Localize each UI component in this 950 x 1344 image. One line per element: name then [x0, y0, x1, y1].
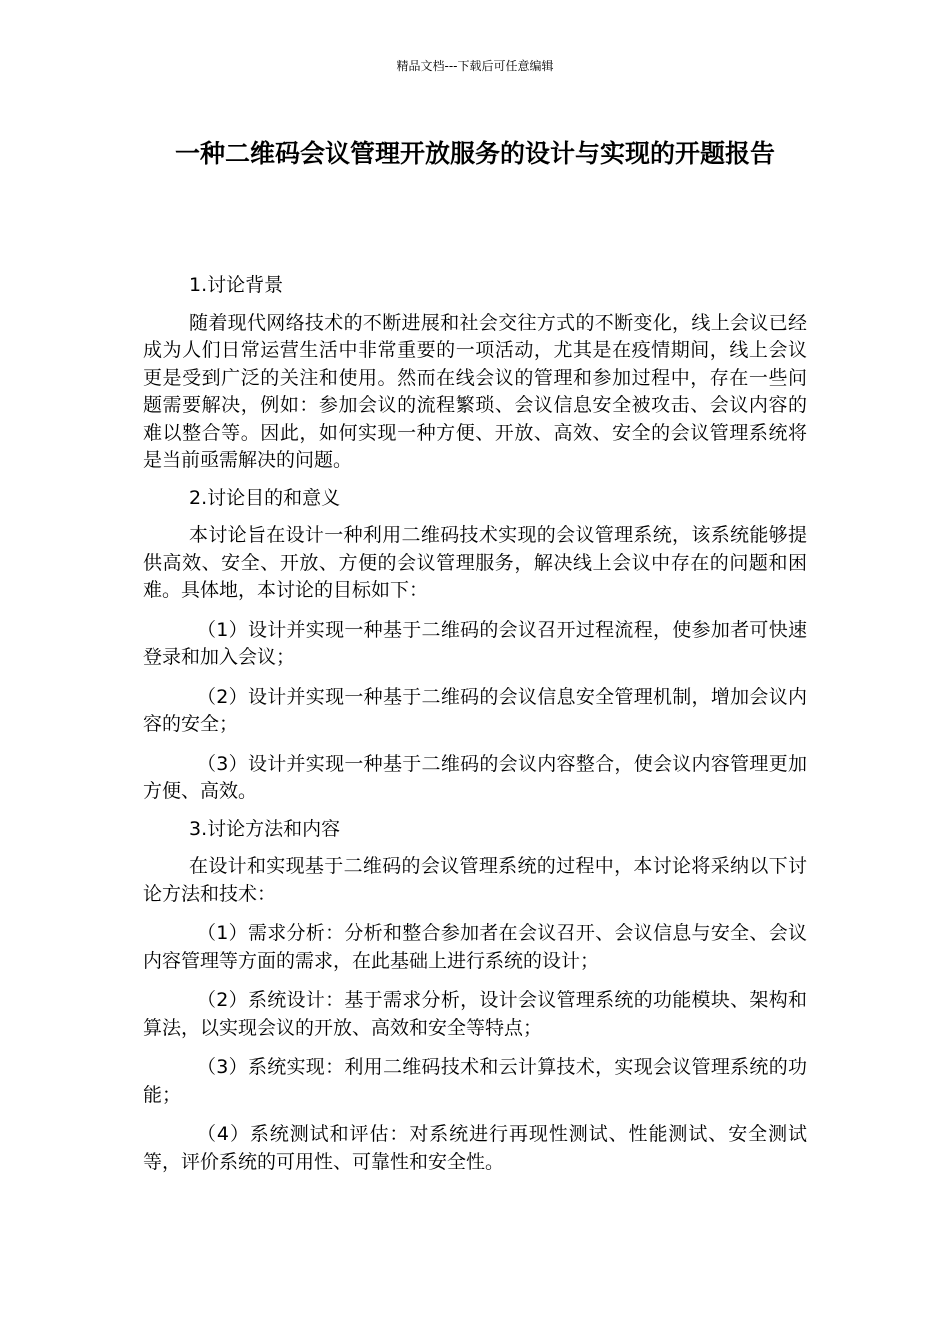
paragraph-purpose: 本讨论旨在设计一种利用二维码技术实现的会议管理系统，该系统能够提供高效、安全、开放、方便的会议管理服务，解决线上会议中存在的问题和困难。具体地，本讨论的目标如下：	[143, 524, 807, 601]
document-body	[143, 270, 807, 1176]
list-item-purpose-2: （2）设计并实现一种基于二维码的会议信息安全管理机制，增加会议内容的安全；	[143, 685, 807, 735]
section-heading-method: 3.讨论方法和内容	[189, 817, 341, 840]
list-item-purpose-3: （3）设计并实现一种基于二维码的会议内容整合，使会议内容管理更加方便、高效。	[143, 752, 807, 802]
list-item-method-1: （1）需求分析：分析和整合参加者在会议召开、会议信息与安全、会议内容管理等方面的需求，在此基础上进行系统的设计；	[143, 922, 807, 972]
section-heading-purpose: 2.讨论目的和意义	[189, 486, 341, 509]
document-title: 一种二维码会议管理开放服务的设计与实现的开题报告	[174, 139, 775, 168]
section-heading-background: 1.讨论背景	[189, 274, 284, 296]
page-header: 精品文档---下载后可任意编辑	[396, 59, 554, 73]
list-item-purpose-1: （1）设计并实现一种基于二维码的会议召开过程流程，使参加者可快速登录和加入会议；	[143, 618, 807, 668]
list-item-method-3: （3）系统实现：利用二维码技术和云计算技术，实现会议管理系统的功能；	[143, 1056, 807, 1106]
paragraph-method: 在设计和实现基于二维码的会议管理系统的过程中，本讨论将采纳以下讨论方法和技术：	[143, 855, 807, 905]
list-item-method-4: （4）系统测试和评估：对系统进行再现性测试、性能测试、安全测试等，评价系统的可用性、可靠性和安全性。	[143, 1123, 807, 1173]
list-item-method-2: （2）系统设计：基于需求分析，设计会议管理系统的功能模块、架构和算法，以实现会议的开放、高效和安全等特点；	[143, 989, 807, 1039]
paragraph-background: 随着现代网络技术的不断进展和社会交往方式的不断变化，线上会议已经成为人们日常运营生活中非常重要的一项活动，尤其是在疫情期间，线上会议更是受到广泛的关注和使用。然而在线会议的管理和参加过程中，存在一些问题需要解决，例如：参加会议的流程繁琐、会议信息安全被攻击、会议内容的难以整合等。因此，如何实现一种方便、开放、高效、安全的会议管理系统将是当前亟需解决的问题。	[143, 311, 807, 471]
